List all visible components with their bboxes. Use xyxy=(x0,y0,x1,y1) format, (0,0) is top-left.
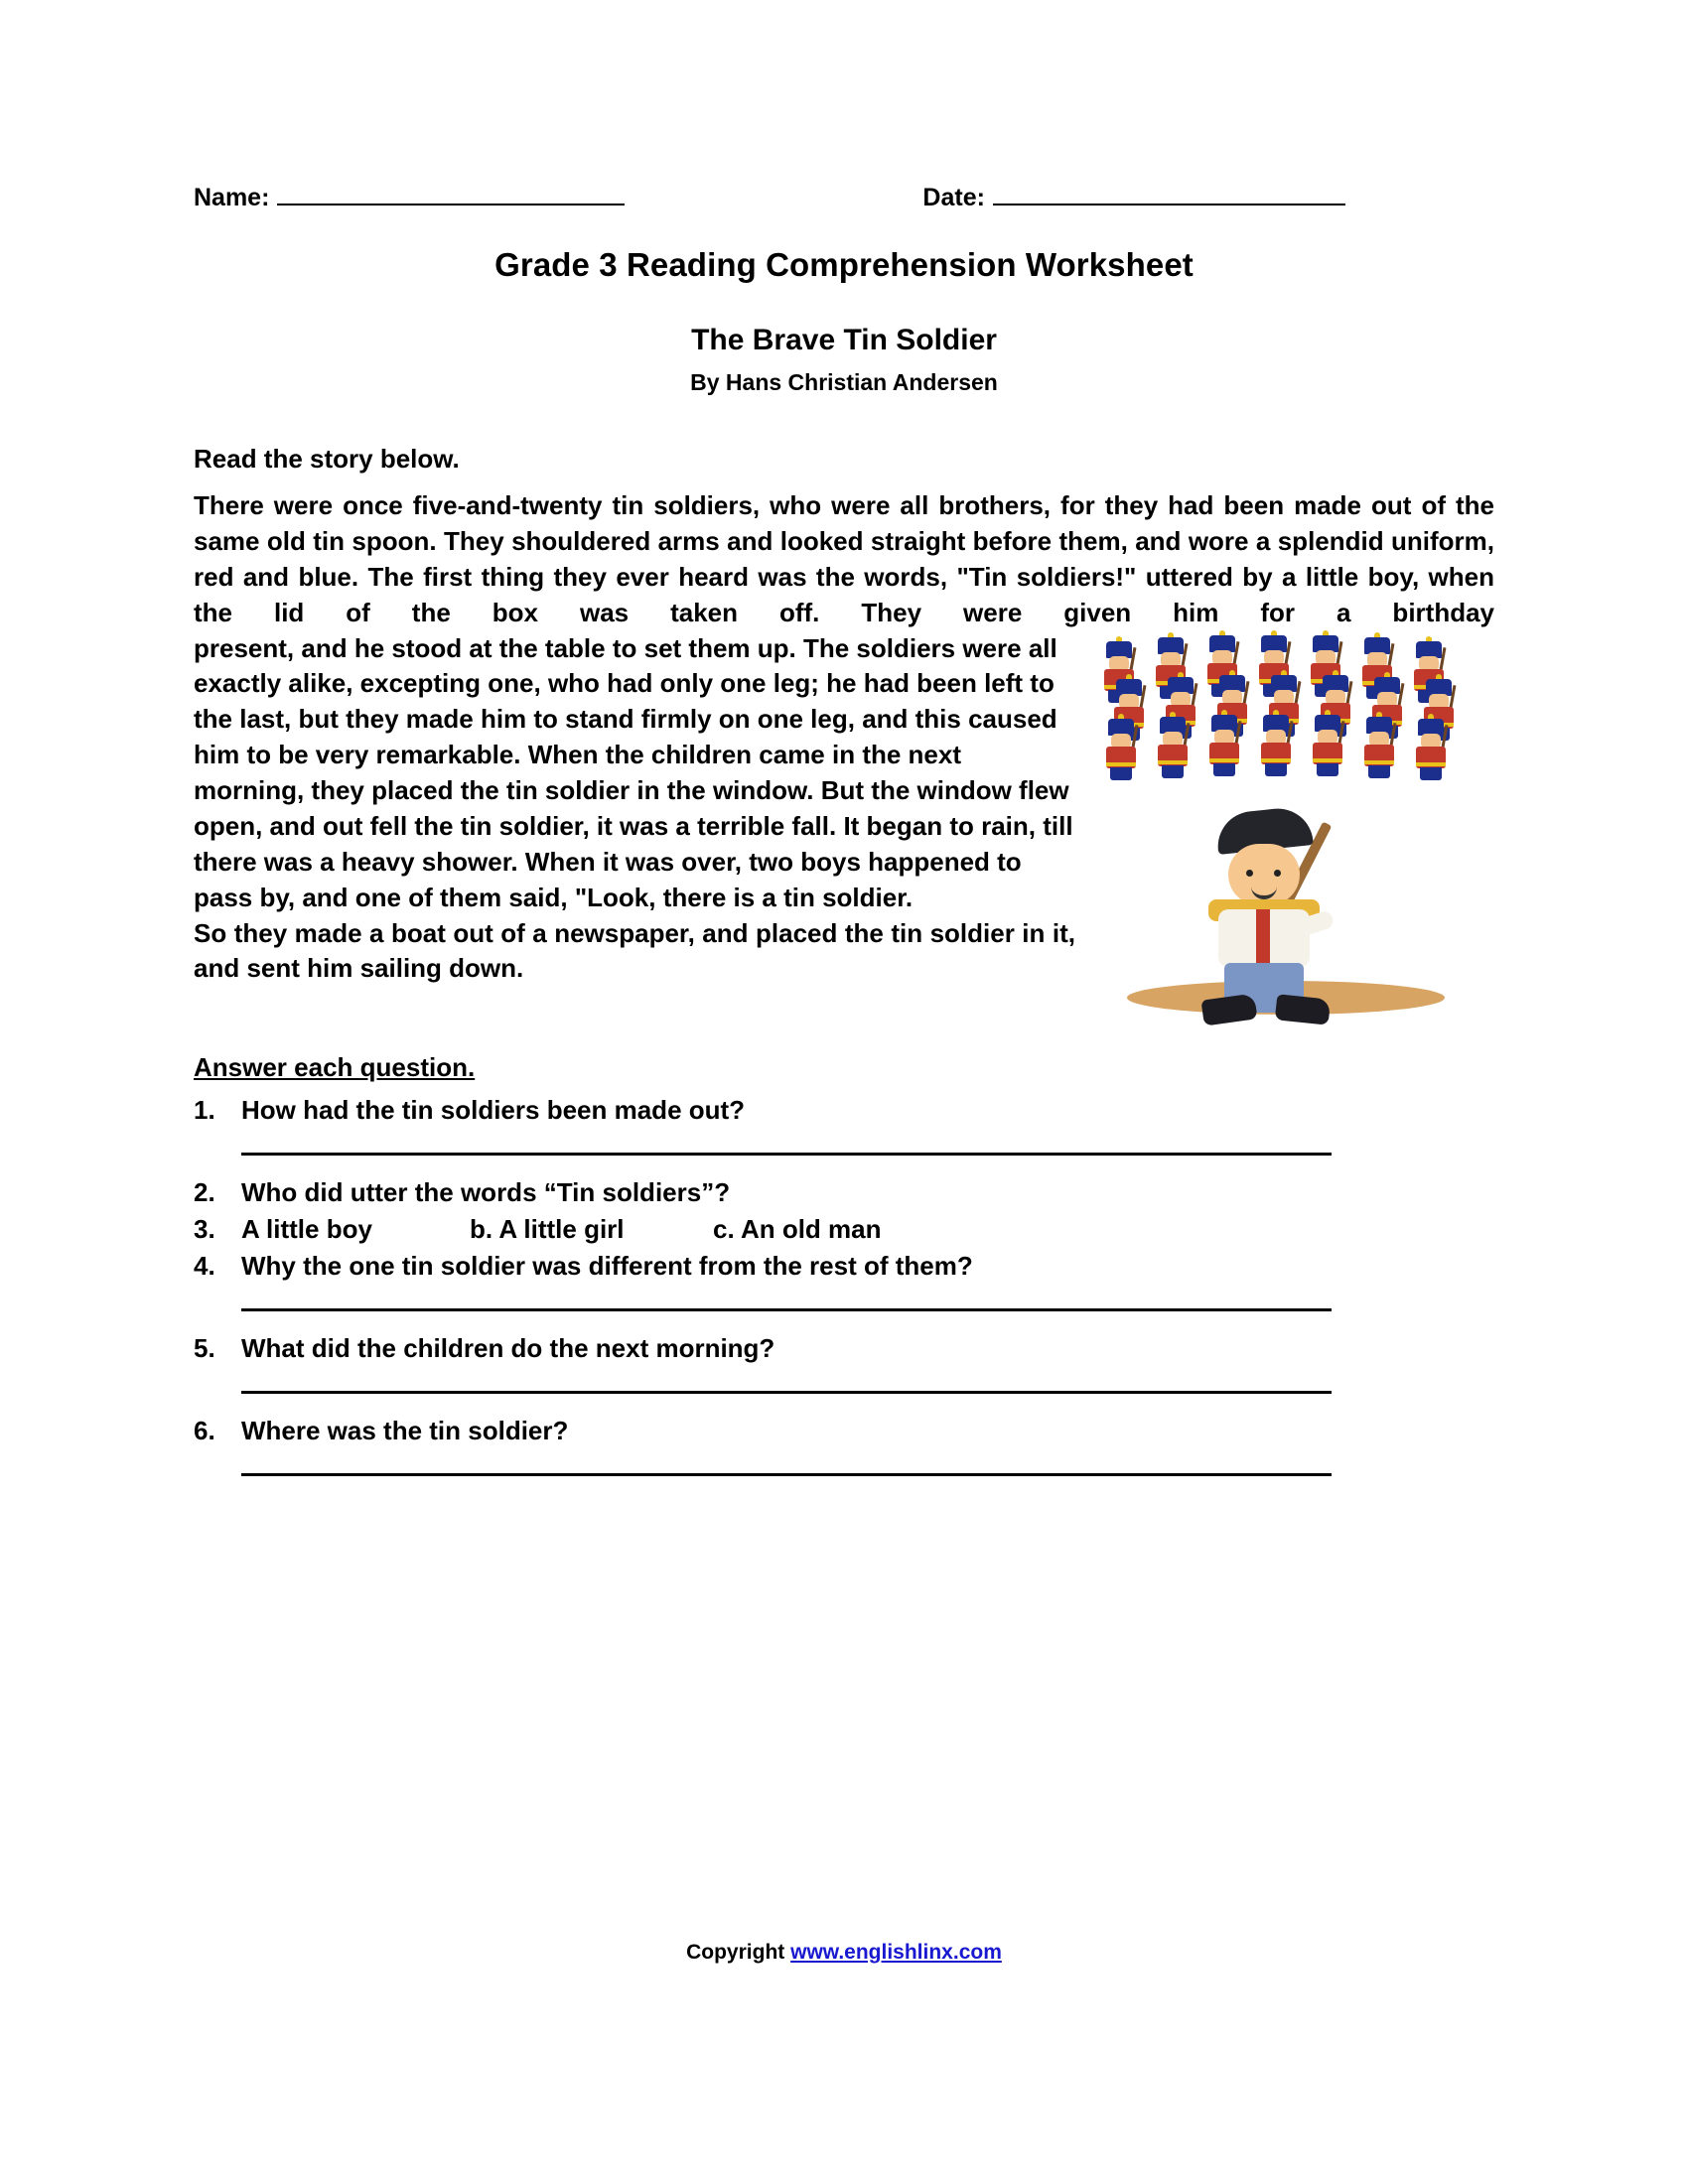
answer-instruction: Answer each question. xyxy=(194,1052,476,1083)
question-number: 6. xyxy=(194,1416,215,1446)
footer xyxy=(0,1941,1688,1965)
question-text: Why the one tin soldier was different from the rest of them? xyxy=(241,1251,973,1282)
name-input-line[interactable] xyxy=(277,203,625,205)
soldier-eye-left xyxy=(1246,870,1253,877)
story-author: By Hans Christian Andersen xyxy=(690,369,998,395)
question-text: How had the tin soldiers been made out? xyxy=(241,1095,746,1126)
question-number: 2. xyxy=(194,1177,215,1208)
answer-line[interactable] xyxy=(241,1307,1332,1311)
question-item xyxy=(194,1177,1494,1208)
tin-soldiers-grid-image xyxy=(1097,635,1494,782)
copyright-label: Copyright xyxy=(686,1941,785,1964)
question-list xyxy=(194,1095,1494,1476)
answer-line[interactable] xyxy=(241,1152,1332,1156)
option-b[interactable]: b. A little girl xyxy=(470,1214,625,1245)
story-title: The Brave Tin Soldier xyxy=(691,324,997,356)
question-item xyxy=(194,1416,1494,1446)
question-item xyxy=(194,1333,1494,1364)
story-paragraph-3: So they made a boat out of a newspaper, and placed the tin soldier in it, and sent him sailing down. xyxy=(194,917,1075,984)
soldier-jacket-stripe xyxy=(1256,909,1270,967)
story-paragraph-1: There were once five-and-twenty tin soldiers, who were all brothers, for they had been made out of the same old tin spoon. They shouldered arms and looked straight before them, and wore a splendid uniform, red and blue. The first thing they ever heard was the words, "Tin soldiers!" uttered by a little boy, when the lid of the box was taken off. They were given him for a birthday xyxy=(194,490,1494,627)
question-number: 4. xyxy=(194,1251,215,1282)
question-text: Who did utter the words “Tin soldiers”? xyxy=(241,1177,731,1208)
question-number: 5. xyxy=(194,1333,215,1364)
worksheet-content xyxy=(194,184,1494,1498)
name-label: Name: xyxy=(194,184,270,211)
date-label: Date: xyxy=(922,184,985,211)
option-c[interactable]: c. An old man xyxy=(713,1214,882,1245)
story-body xyxy=(194,488,1494,987)
question-number: 1. xyxy=(194,1095,215,1126)
date-input-line[interactable] xyxy=(993,203,1345,205)
answer-line[interactable] xyxy=(241,1472,1332,1476)
website-link[interactable]: www.englishlinx.com xyxy=(790,1941,1002,1964)
name-date-row xyxy=(194,184,1494,212)
question-item xyxy=(194,1251,1494,1282)
question-item-options xyxy=(194,1214,1494,1245)
illustration-group xyxy=(1097,635,1494,1021)
soldier-eye-right xyxy=(1274,870,1281,877)
answer-line[interactable] xyxy=(241,1390,1332,1394)
question-number: 3. xyxy=(194,1214,215,1245)
tin-soldier-illustration xyxy=(1097,792,1494,1021)
question-text: Where was the tin soldier? xyxy=(241,1416,569,1446)
worksheet-title: Grade 3 Reading Comprehension Worksheet xyxy=(494,246,1194,283)
option-a[interactable]: A little boy xyxy=(241,1214,372,1245)
question-text: What did the children do the next morning? xyxy=(241,1333,775,1364)
read-instruction: Read the story below. xyxy=(194,444,460,474)
question-options xyxy=(241,1214,1494,1245)
story-paragraph-2: present, and he stood at the table to set them up. The soldiers were all exactly alike, excepting one, who had only one leg; he had been left to the last, but they made him to stand firmly on one leg, and this caused him to be very remarkable. When the children came in the next morning, they placed the tin soldier in the window. But the window flew open, and out fell the tin soldier, it was a terrible fall. It began to rain, till there was a heavy shower. When it was over, two boys happened to pass by, and one of them said, "Look, there is a tin soldier. xyxy=(194,632,1073,912)
question-item xyxy=(194,1095,1494,1126)
